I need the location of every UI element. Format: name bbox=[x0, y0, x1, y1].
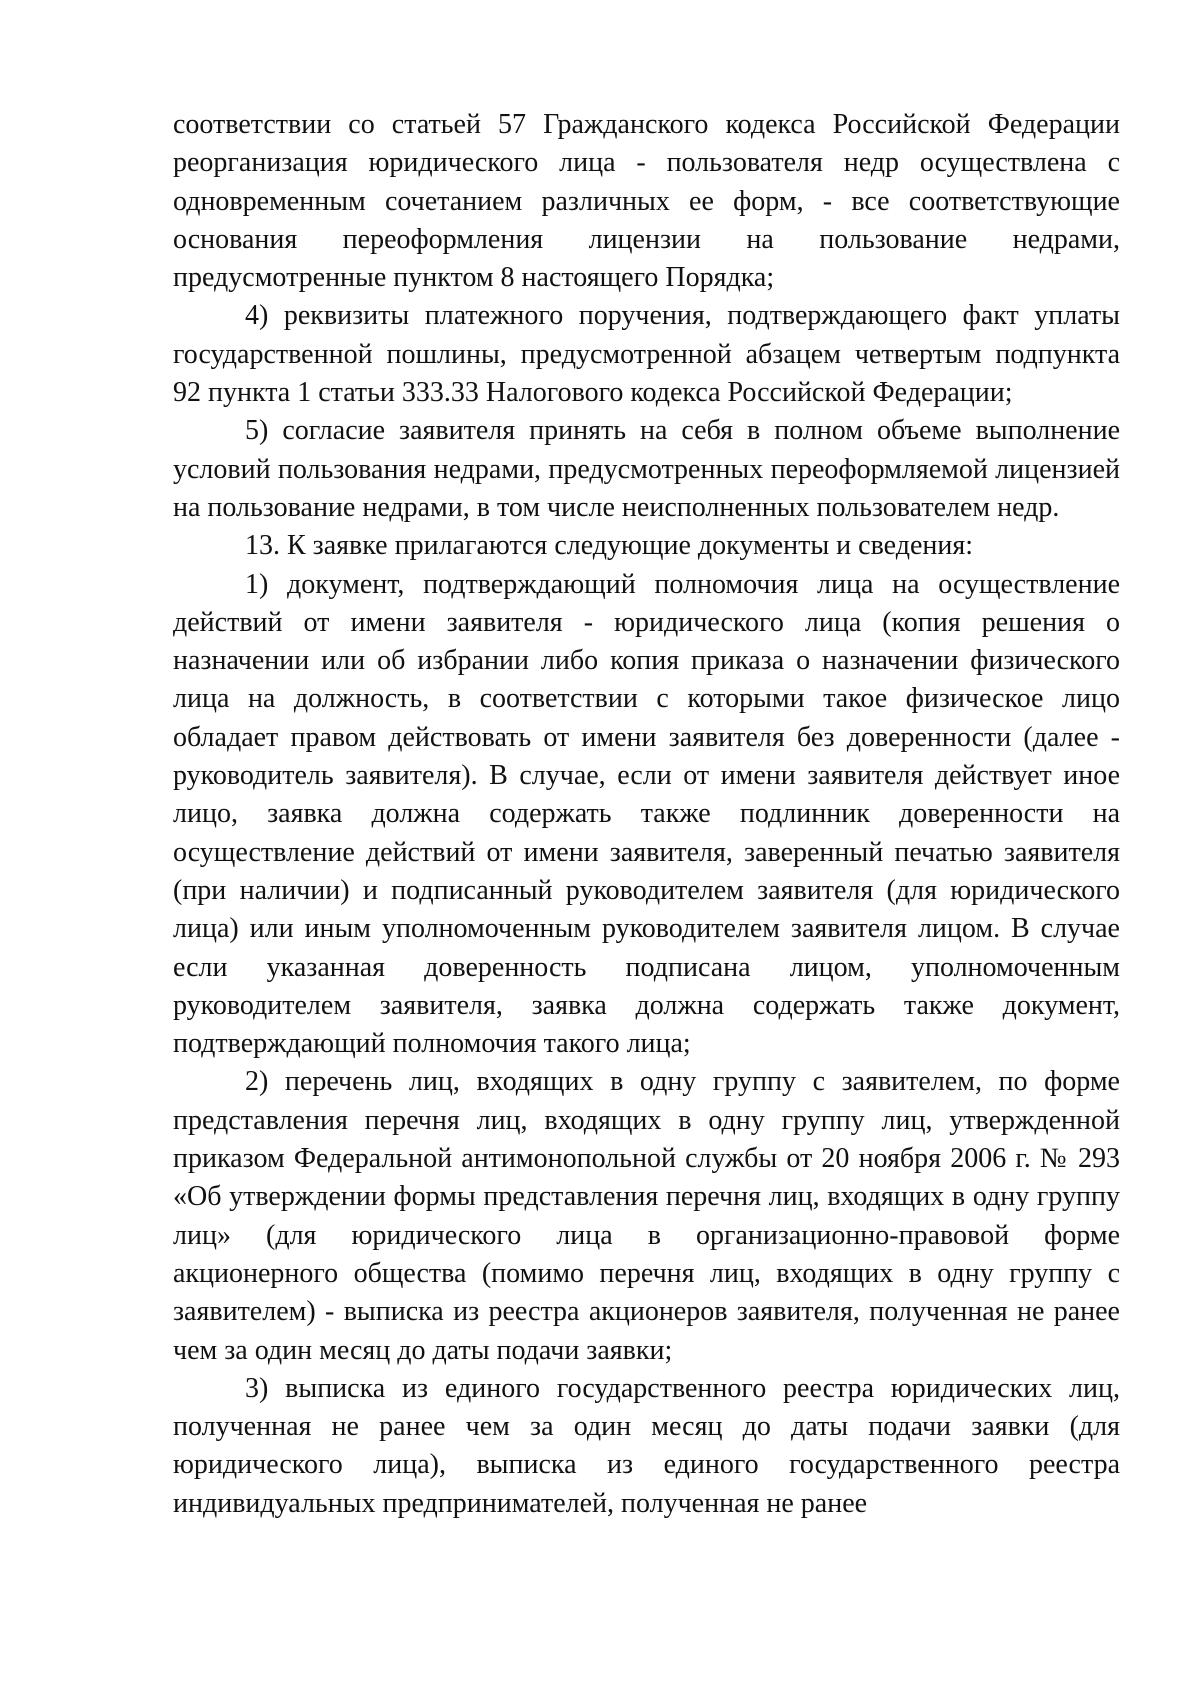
document-body bbox=[173, 106, 1120, 1523]
paragraph-item-3: 3) выписка из единого государственного реестра юридических лиц, полученная не ранее чем за один месяц до даты подачи заявки (для юридического лица), выписка из единого государственного реестра индивидуальных предпринимателей, полученная не ранее bbox=[173, 1372, 1120, 1519]
paragraph-item-1: 1) документ, подтверждающий полномочия лица на осуществление действий от имени заявителя - юридического лица (копия решения о назначении или об избрании либо копия приказа о назначении физического лица на должность, в соответствии с которыми такое физическое лицо обладает правом действовать от имени заявителя без доверенности (далее - руководитель заявителя). В случае, если от имени заявителя действует иное лицо, заявка должна содержать также подлинник доверенности на осуществление действий от имени заявителя, заверенный печатью заявителя (при наличии) и подписанный руководителем заявителя (для юридического лица) или иным уполномоченным руководителем заявителя лицом. В случае если указанная доверенность подписана лицом, уполномоченным руководителем заявителя, заявка должна содержать также документ, подтверждающий полномочия такого лица; bbox=[173, 568, 1120, 1060]
paragraph-item-5: 5) согласие заявителя принять на себя в полном объеме выполнение условий пользования недрами, предусмотренных переоформляемой лицензией на пользование недрами, в том числе неисполненных пользователем недр. bbox=[173, 415, 1120, 523]
paragraph-section-13: 13. К заявке прилагаются следующие документы и сведения: bbox=[245, 530, 973, 562]
paragraph-continuation: соответствии со статьей 57 Гражданского кодекса Российской Федерации реорганизация юридического лица - пользователя недр осуществлена с одновременным сочетанием различных ее форм, - все соответствующие основания переоформления лицензии на пользование недрами, предусмотренные пунктом 8 настоящего Порядка; bbox=[173, 109, 1120, 294]
paragraph-item-2: 2) перечень лиц, входящих в одну группу с заявителем, по форме представления перечня лиц, входящих в одну группу лиц, утвержденной приказом Федеральной антимонопольной службы от 20 ноября 2006 г. № 293 «Об утверждении формы представления перечня лиц, входящих в одну группу лиц» (для юридического лица в организационно-правовой форме акционерного общества (помимо перечня лиц, входящих в одну группу с заявителем) - выписка из реестра акционеров заявителя, полученная не ранее чем за один месяц до даты подачи заявки; bbox=[173, 1066, 1120, 1366]
paragraph-item-4: 4) реквизиты платежного поручения, подтверждающего факт уплаты государственной пошлины, предусмотренной абзацем четвертым подпункта 92 пункта 1 статьи 333.33 Налогового кодекса Российской Федерации; bbox=[173, 300, 1120, 409]
